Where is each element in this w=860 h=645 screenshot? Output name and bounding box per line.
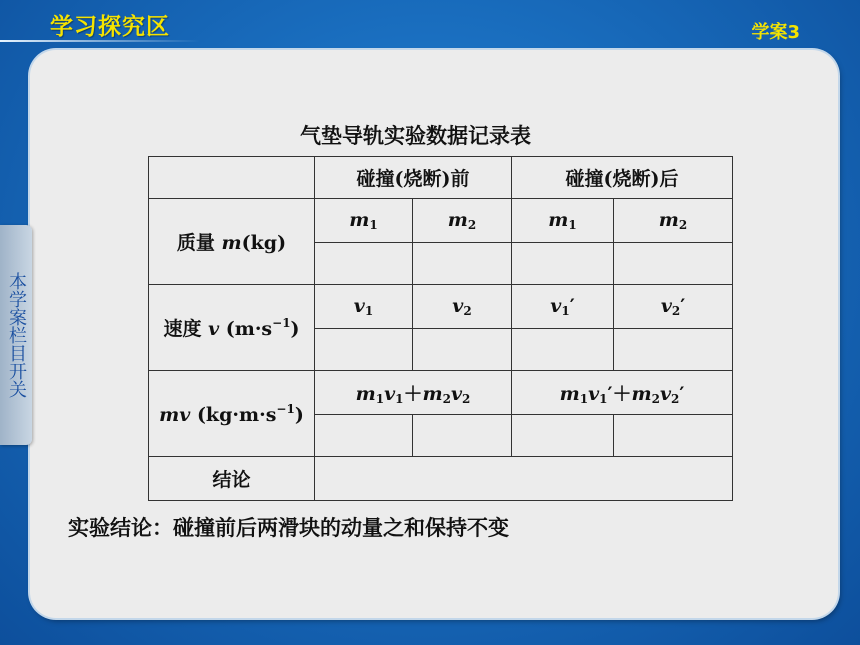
table-cell [512, 415, 614, 457]
table-cell [315, 415, 413, 457]
header-before: 碰撞(烧断)前 [315, 157, 512, 199]
momentum-after-formula: $m_1v_1'+m_2v_2'$ [512, 371, 733, 415]
table-cell [315, 329, 413, 371]
table-cell [512, 243, 614, 285]
row-label-result: 结论 [149, 457, 315, 501]
row-label-momentum: mv $(kg\cdot m\cdot s^{-1})$ [149, 371, 315, 457]
lesson-badge: 学案3 [751, 22, 800, 43]
mass-header-cell: $m_1$ [512, 199, 614, 243]
table-row [149, 371, 733, 415]
table-cell [315, 243, 413, 285]
velocity-header-cell: $v_2$ [413, 285, 512, 329]
section-toggle-label: 本学案栏目开关 [6, 272, 27, 398]
table-cell [413, 329, 512, 371]
velocity-header-cell: $v_1'$ [512, 285, 614, 329]
table-row [149, 457, 733, 501]
table-cell [614, 329, 733, 371]
header-underline [0, 40, 200, 42]
table-row [149, 199, 733, 243]
mass-header-cell: $m_2$ [614, 199, 733, 243]
mass-header-cell: $m_1$ [315, 199, 413, 243]
velocity-header-cell: $v_1$ [315, 285, 413, 329]
row-label-mass: 质量 m(kg) [149, 199, 315, 285]
data-record-table [148, 156, 733, 501]
table-row [149, 157, 733, 199]
table-row [149, 285, 733, 329]
row-label-velocity: 速度 v $(m\cdot s^{-1})$ [149, 285, 315, 371]
header-after: 碰撞(烧断)后 [512, 157, 733, 199]
table-cell [413, 243, 512, 285]
mass-header-cell: $m_2$ [413, 199, 512, 243]
result-cell [315, 457, 733, 501]
table-cell [614, 415, 733, 457]
table-caption: 气垫导轨实验数据记录表 [300, 123, 531, 148]
momentum-before-formula: $m_1v_1+m_2v_2$ [315, 371, 512, 415]
table-cell [614, 243, 733, 285]
section-title: 学习探究区 [50, 14, 170, 40]
table-corner-cell [149, 157, 315, 199]
conclusion-text: 实验结论：碰撞前后两滑块的动量之和保持不变 [68, 515, 509, 540]
section-toggle-tab[interactable] [0, 225, 32, 445]
table-cell [413, 415, 512, 457]
table-cell [512, 329, 614, 371]
velocity-header-cell: $v_2'$ [614, 285, 733, 329]
